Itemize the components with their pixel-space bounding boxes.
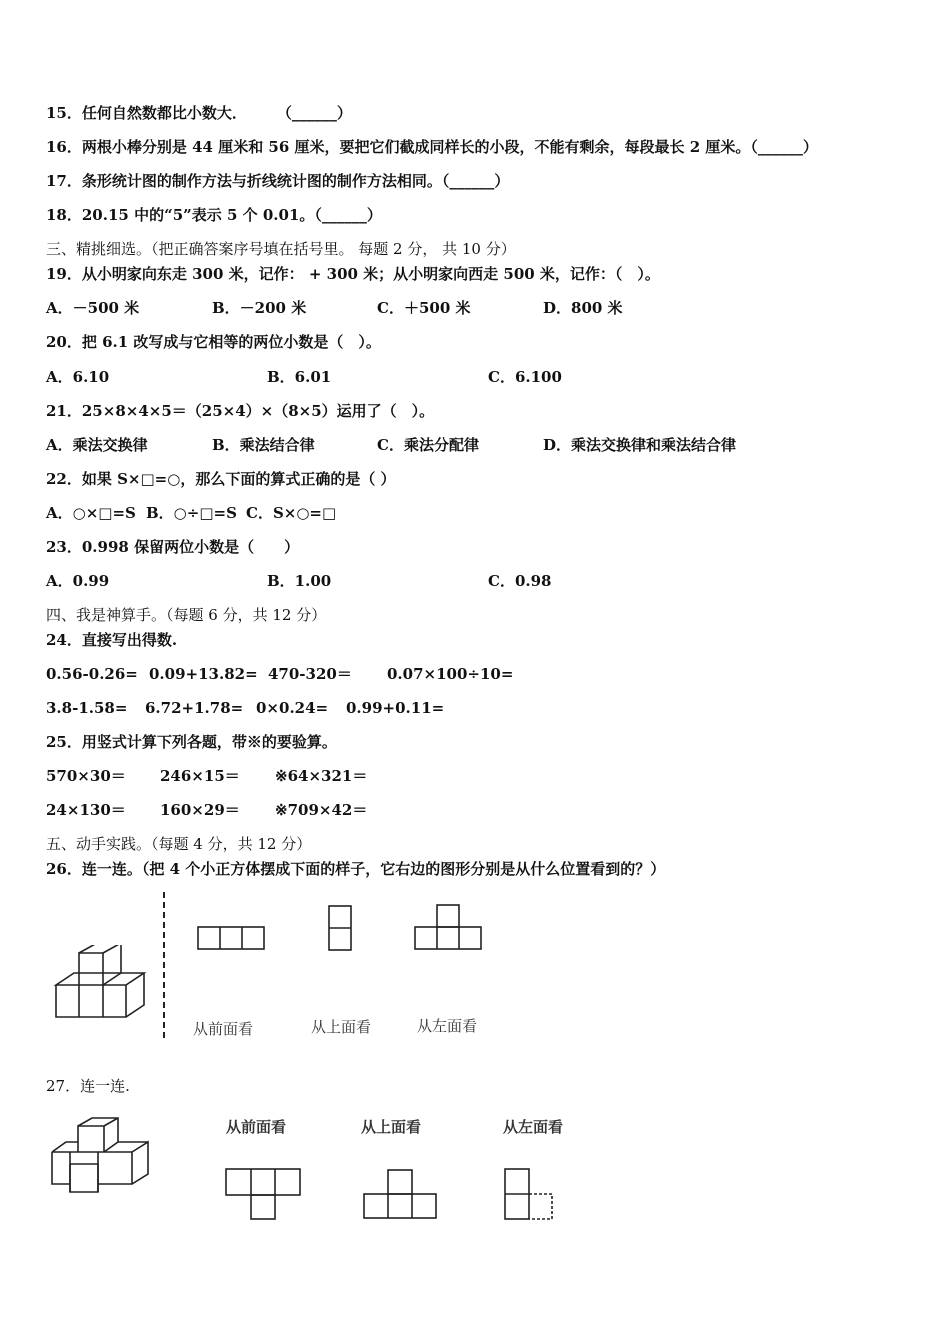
q26-label-front: 从前面看 — [193, 1020, 254, 1038]
q22-option-b: B．○÷□=S — [146, 504, 237, 522]
q27-label-top: 从上面看 — [361, 1118, 422, 1136]
q23-option-c: C．0.98 — [488, 572, 552, 590]
question-26: 26．连一连。（把 4 个小正方体摆成下面的样子，它右边的图形分别是从什么位置看到的？） — [46, 860, 666, 878]
section-5-heading: 五、动手实践。（每题 4 分，共 12 分） — [46, 835, 312, 853]
q25-item: 160×29＝ — [160, 801, 240, 819]
section-3-heading: 三、精挑细选。（把正确答案序号填在括号里。 每题 2 分， 共 10 分） — [46, 240, 516, 258]
question-27: 27．连一连. — [46, 1077, 130, 1095]
q24-item: 0.09+13.82= — [149, 665, 258, 683]
q23-option-a: A．0.99 — [46, 572, 110, 590]
q27-label-front: 从前面看 — [226, 1118, 287, 1136]
q25-item: ※709×42＝ — [275, 801, 368, 819]
question-17: 17．条形统计图的制作方法与折线统计图的制作方法相同。（______） — [46, 172, 510, 190]
question-22: 22．如果 S×□=○，那么下面的算式正确的是（ ） — [46, 470, 396, 488]
q24-item: 0.07×100÷10= — [387, 665, 514, 683]
q27-view-steps-shape — [362, 1167, 440, 1221]
q24-item: 3.8-1.58= — [46, 699, 128, 717]
q23-option-b: B．1.00 — [267, 572, 332, 590]
q25-item: 24×130＝ — [46, 801, 126, 819]
q25-item: 246×15＝ — [160, 767, 240, 785]
q25-item: 570×30＝ — [46, 767, 126, 785]
question-18: 18．20.15 中的“5”表示 5 个 0.01。（______） — [46, 206, 382, 224]
q24-item: 470-320＝ — [268, 665, 352, 683]
q20-option-a: A．6.10 — [46, 368, 110, 386]
q19-option-a: A．－500 米 — [46, 299, 140, 317]
q26-left-view — [413, 903, 483, 951]
section-4-heading: 四、我是神算手。（每题 6 分，共 12 分） — [46, 606, 327, 624]
question-21: 21．25×8×4×5＝（25×4）×（8×5）运用了（ ）。 — [46, 402, 435, 420]
q27-view-t-shape — [224, 1167, 304, 1221]
question-16: 16．两根小棒分别是 44 厘米和 56 厘米，要把它们截成同样长的小段，不能有剩余，每段最长 2 厘米。（______） — [46, 138, 818, 156]
q20-option-b: B．6.01 — [267, 368, 332, 386]
q21-option-c: C．乘法分配律 — [377, 436, 479, 454]
q19-option-d: D．800 米 — [543, 299, 623, 317]
question-15: 15．任何自然数都比小数大． （______） — [46, 104, 352, 122]
q19-option-c: C．＋500 米 — [377, 299, 471, 317]
q19-option-b: B．－200 米 — [212, 299, 307, 317]
question-20: 20．把 6.1 改写成与它相等的两位小数是（ ）。 — [46, 333, 381, 351]
question-24: 24．直接写出得数. — [46, 631, 178, 649]
q27-cube-stack-figure — [48, 1114, 160, 1196]
q26-divider-dashed — [160, 892, 168, 1038]
q25-item: ※64×321＝ — [275, 767, 368, 785]
q26-top-view — [327, 904, 355, 952]
q21-option-a: A．乘法交换律 — [46, 436, 148, 454]
q24-item: 6.72+1.78= — [145, 699, 244, 717]
q27-view-l-shape — [502, 1166, 556, 1222]
q20-option-c: C．6.100 — [488, 368, 562, 386]
q27-label-left: 从左面看 — [503, 1118, 564, 1136]
q26-label-left: 从左面看 — [417, 1017, 478, 1035]
q21-option-d: D．乘法交换律和乘法结合律 — [543, 436, 737, 454]
q26-front-view — [197, 926, 267, 952]
q24-item: 0.99+0.11= — [346, 699, 445, 717]
question-19: 19．从小明家向东走 300 米，记作： + 300 米；从小明家向西走 500 米，记作：（ ）。 — [46, 265, 660, 283]
q24-item: 0×0.24= — [256, 699, 329, 717]
q22-option-a: A．○×□=S — [46, 504, 136, 522]
q26-cube-stack-figure — [48, 945, 152, 1025]
question-25: 25．用竖式计算下列各题，带※的要验算。 — [46, 733, 337, 751]
q26-label-top: 从上面看 — [311, 1018, 372, 1036]
question-23: 23．0.998 保留两位小数是（ ） — [46, 538, 300, 556]
q24-item: 0.56-0.26= — [46, 665, 138, 683]
q22-option-c: C．S×○=□ — [246, 504, 337, 522]
q21-option-b: B．乘法结合律 — [212, 436, 315, 454]
